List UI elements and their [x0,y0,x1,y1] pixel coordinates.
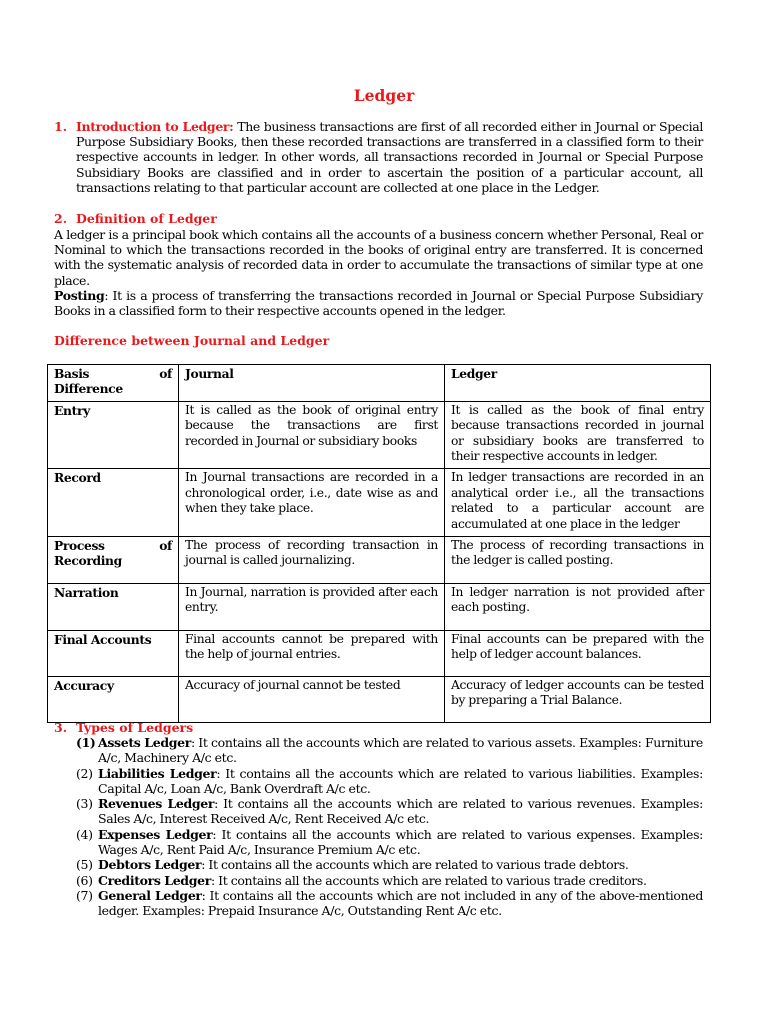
difference-table [47,364,711,723]
item-name: Revenues Ledger [98,796,215,812]
list-item [76,827,703,858]
row-ledger: Accuracy of ledger accounts can be tested by preparing a Trial Balance. [445,677,711,723]
difference-heading: Difference between Journal and Ledger [54,333,330,348]
row-basis: Entry [48,401,179,469]
item-text: : It contains all the accounts which are related to various liabilities. Examples: Capital A/c, Loan A/c, Bank Overdraft A/c etc. [98,765,703,796]
intro-text: The business transactions are first of all recorded either in Journal or Special Purpose Subsidiary Books, then these recorded transactions are transferred in a classified form to their respective accounts in ledger. In other words, all transactions recorded in Journal or Special Purpose Subsidiary Books are classified and in order to ascertain the position of a particular account, all transactions relating to that particular account are collected at one place in the Ledger. [76,119,703,195]
table-header-row [48,365,711,402]
item-name: Liabilities Ledger [98,765,217,781]
row-ledger: It is called as the book of final entry because transactions recorded in journal or subsidiary books are transferred to their respective accounts in ledger. [445,401,711,469]
item-name: General Ledger [98,887,202,903]
definition-paragraph: A ledger is a principal book which contains all the accounts of a business concern whether Personal, Real or Nominal to which the transactions recorded in the books of original entry are transferred. It is concerned with the systematic analysis of recorded data in order to accumulate the transactions of similar type at one place. [54,227,703,288]
list-item [76,888,703,919]
item-text: : It contains all the accounts which are related to various trade creditors. [210,872,647,888]
row-basis: Narration [48,584,179,631]
definition-number: 2. [54,211,68,226]
types-number: 3. [54,720,68,735]
item-text: : It contains all the accounts which are related to various revenues. Examples: Sales A/c, Interest Received A/c, Rent Received A/c etc. [98,796,703,827]
item-text: : It contains all the accounts which are related to various expenses. Examples: Wages A/c, Rent Paid A/c, Insurance Premium A/c etc. [98,826,703,858]
item-number: (2) [76,765,93,781]
header-ledger: Ledger [445,365,711,402]
header-journal: Journal [179,365,445,402]
posting-label: Posting [54,288,105,303]
row-journal: In Journal, narration is provided after each entry. [179,584,445,631]
table-row [48,631,711,677]
posting-text: : It is a process of transferring the transactions recorded in Journal or Special Purpose Subsidiary Books in a classified form to their respective accounts opened in the ledger. [54,288,703,319]
item-number: (1) [76,735,96,750]
item-name: Assets Ledger [98,735,191,750]
row-basis: Final Accounts [48,631,179,677]
list-item [76,873,703,888]
posting-paragraph [54,288,703,318]
row-ledger: Final accounts can be prepared with the help of ledger account balances. [445,631,711,677]
table-row [48,677,711,723]
header-basis: Basis of Difference [48,365,179,402]
table-row [48,537,711,584]
row-journal: The process of recording transaction in journal is called journalizing. [179,537,445,584]
row-journal: Accuracy of journal cannot be tested [179,677,445,723]
page-title: Ledger [353,86,415,105]
row-journal: In Journal transactions are recorded in a chronological order, i.e., date wise as and when they take place. [179,469,445,537]
row-journal: Final accounts cannot be prepared with the help of journal entries. [179,631,445,677]
list-item [76,857,703,872]
intro-heading: Introduction to Ledger: [76,119,234,134]
list-item [76,796,703,827]
item-text: : It contains all the accounts which are related to various trade debtors. [201,857,629,873]
table-row [48,584,711,631]
item-name: Expenses Ledger [98,826,213,842]
item-number: (5) [76,857,93,873]
row-basis: Record [48,469,179,537]
intro-paragraph [76,119,703,195]
item-number: (7) [76,887,93,903]
item-text: : It contains all the accounts which are related to various assets. Examples: Furniture A/c, Machinery A/c etc. [98,735,703,766]
row-basis: Accuracy [48,677,179,723]
types-list [76,735,703,919]
table-row [48,401,711,469]
definition-heading: Definition of Ledger [76,211,217,226]
item-text: : It contains all the accounts which are not included in any of the above-mentioned ledger. Examples: Prepaid Insurance A/c, Outstanding Rent A/c etc. [98,887,703,919]
table-row [48,469,711,537]
row-ledger: The process of recording transactions in the ledger is called posting. [445,537,711,584]
list-item [76,735,703,766]
item-name: Debtors Ledger [98,857,202,873]
item-number: (4) [76,826,93,842]
list-item [76,766,703,797]
row-basis: Process of Recording [48,537,179,584]
item-number: (6) [76,872,93,888]
row-journal: It is called as the book of original entry because the transactions are first recorded in Journal or subsidiary books [179,401,445,469]
row-ledger: In ledger transactions are recorded in an analytical order i.e., all the transactions related to a particular account are accumulated at one place in the ledger [445,469,711,537]
item-name: Creditors Ledger [98,872,211,888]
types-heading: Types of Ledgers [76,720,194,735]
row-ledger: In ledger narration is not provided after each posting. [445,584,711,631]
intro-number: 1. [54,119,68,134]
item-number: (3) [76,796,93,812]
